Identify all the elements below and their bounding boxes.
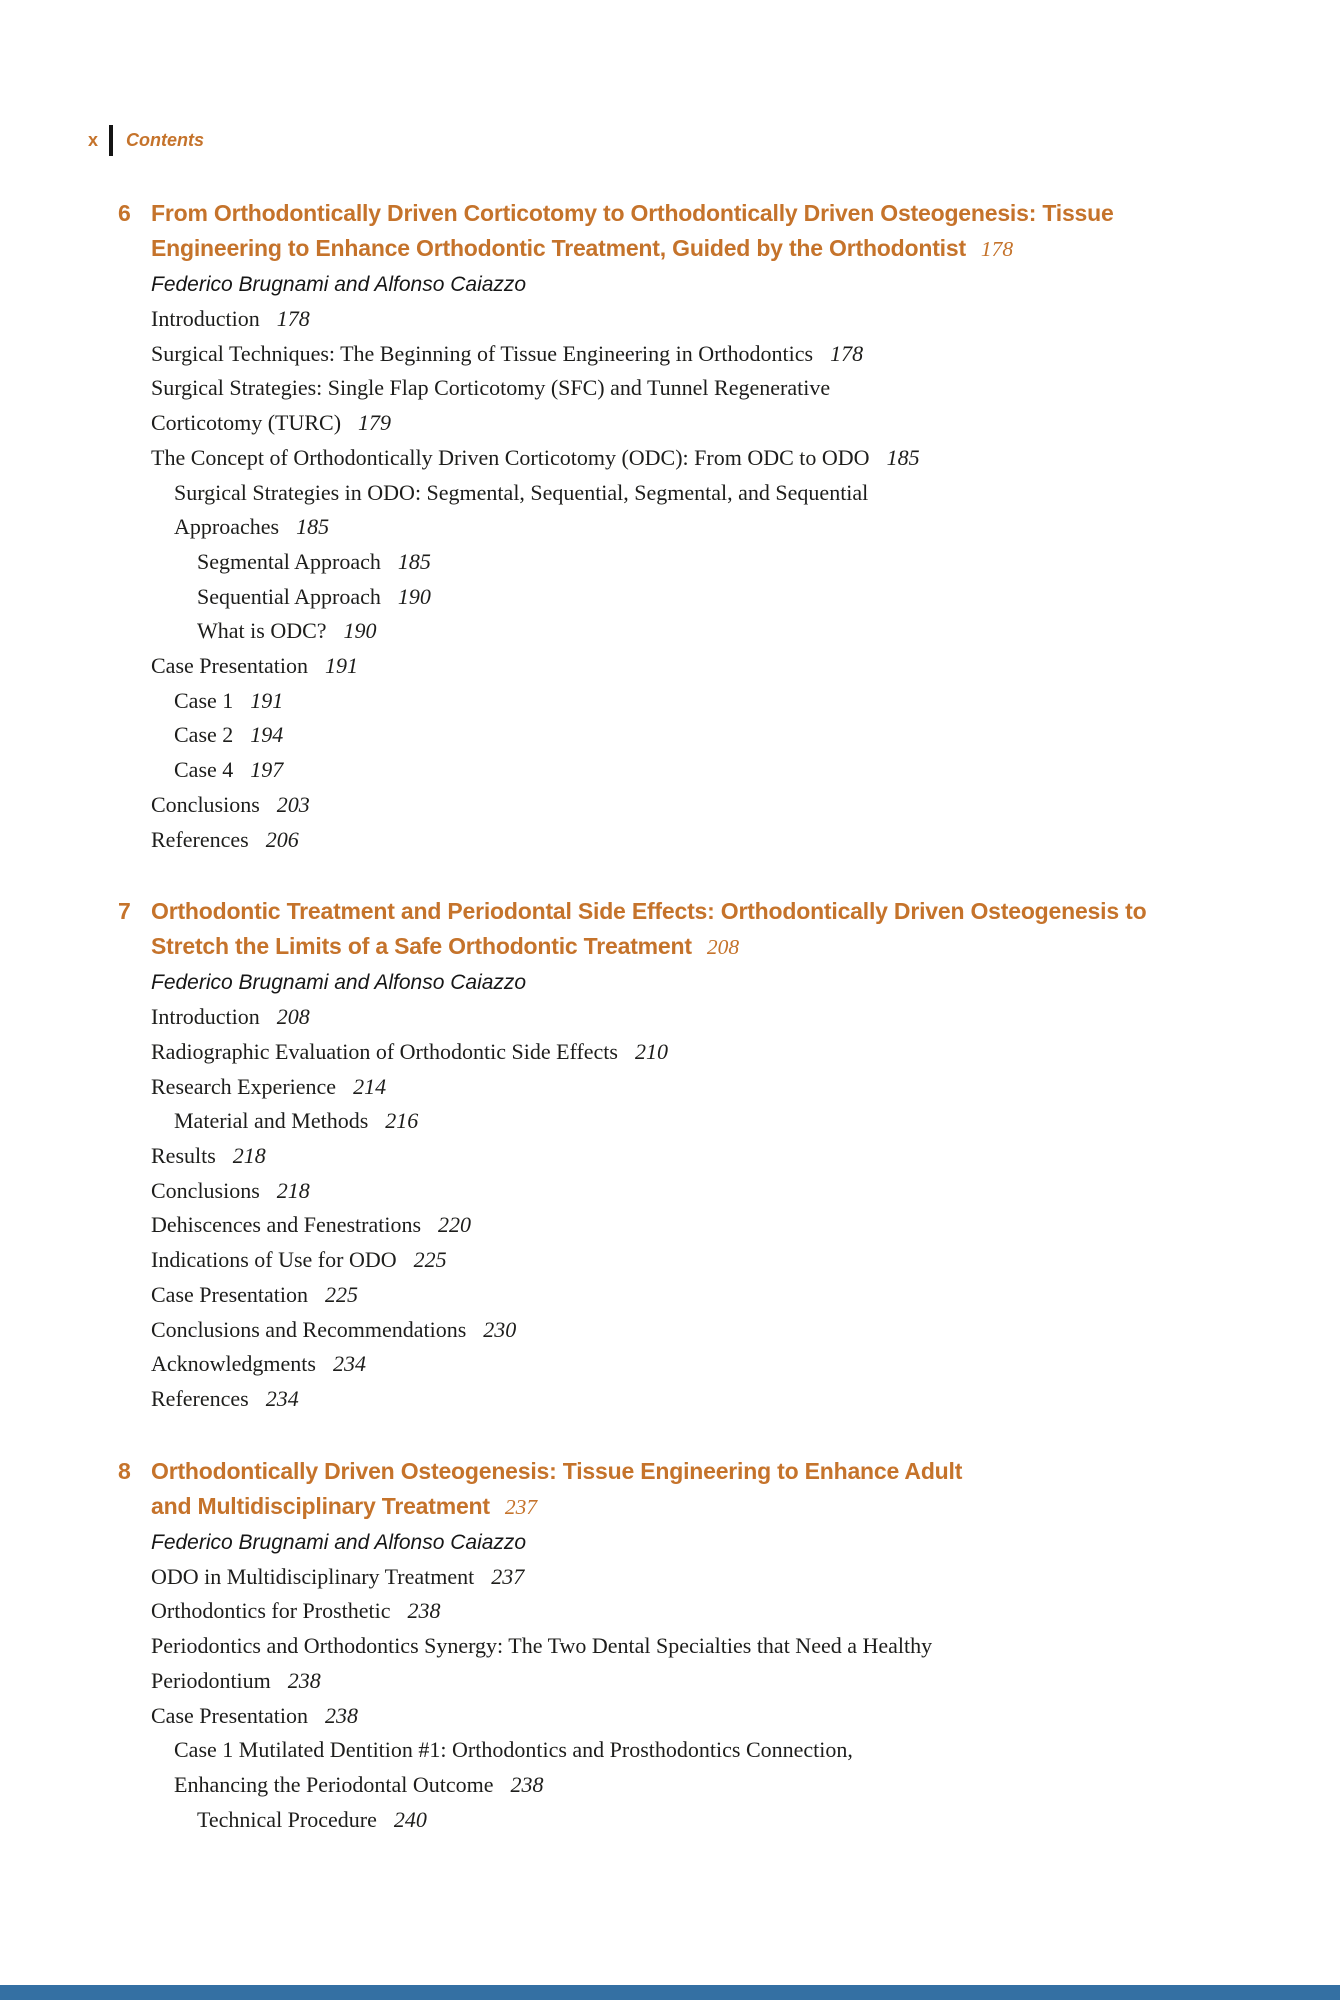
toc-entry — [151, 1768, 1288, 1803]
chapter-block — [118, 1454, 1288, 1838]
toc-entry-page: 178 — [276, 306, 310, 331]
toc-entry-page: 238 — [510, 1771, 544, 1797]
chapter-title-line: Engineering to Enhance Orthodontic Treatment, Guided by the Orthodontist — [151, 235, 966, 261]
chapter-page-number: 237 — [504, 1494, 538, 1519]
toc-entry-text: What is ODC? — [197, 618, 327, 644]
toc-entry-text: Periodontics and Orthodontics Synergy: The Two Dental Specialties that Need a Healthy — [151, 1633, 933, 1659]
chapter-title-line: From Orthodontically Driven Corticotomy to Orthodontically Driven Osteogenesis: Tissue — [151, 200, 1114, 226]
chapter-title-line: Orthodontic Treatment and Periodontal Side Effects: Orthodontically Driven Osteogenesis to — [151, 898, 1147, 925]
toc-entry-page: 194 — [250, 722, 284, 748]
toc-entry — [151, 1560, 1288, 1595]
toc-entry-text: Indications of Use for ODO — [151, 1247, 397, 1273]
toc-entry-page: 237 — [491, 1563, 525, 1589]
chapter-title — [151, 196, 1114, 267]
toc-entry — [151, 1382, 1288, 1417]
chapter-number: 7 — [118, 898, 131, 925]
toc-entry — [151, 1278, 1288, 1313]
toc-entry-page: 197 — [250, 757, 284, 783]
toc-entry-text: Sequential Approach — [197, 583, 381, 609]
toc-entry — [151, 545, 1288, 580]
toc-entry — [151, 337, 1288, 372]
toc-entry — [151, 1000, 1288, 1035]
toc-entry-page: 218 — [232, 1143, 266, 1169]
chapter-block — [118, 196, 1288, 857]
toc-entry-text: Technical Procedure — [197, 1806, 377, 1832]
toc-entry-page: 190 — [343, 618, 377, 644]
page-header — [88, 124, 204, 156]
toc-entry — [151, 753, 1288, 788]
chapter-heading — [118, 196, 1288, 267]
toc-entry — [151, 1629, 1288, 1664]
toc-entry — [151, 1035, 1288, 1070]
toc-entry — [151, 1070, 1288, 1105]
toc-entry-text: ODO in Multidisciplinary Treatment — [151, 1563, 475, 1589]
toc-entry-page: 218 — [276, 1177, 310, 1203]
toc-entry-text: Approaches — [174, 514, 280, 540]
toc-entry — [151, 1733, 1288, 1768]
toc-entry-text: Acknowledgments — [151, 1351, 316, 1377]
footer-bar — [0, 1985, 1340, 2000]
toc-entry — [151, 510, 1288, 545]
toc-entry — [151, 649, 1288, 684]
toc-entry-text: Introduction — [151, 1004, 260, 1030]
toc-entry-page: 240 — [393, 1806, 427, 1832]
toc-entry — [151, 1594, 1288, 1629]
chapter-authors: Federico Brugnami and Alfonso Caiazzo — [151, 1530, 527, 1554]
toc-entry-text: Case Presentation — [151, 1281, 309, 1307]
toc-entry-page: 238 — [325, 1702, 359, 1728]
toc-entry-text: Corticotomy (TURC) — [151, 410, 342, 436]
toc-entry-page: 214 — [353, 1073, 387, 1099]
chapter-page-number: 208 — [706, 935, 740, 960]
running-head-title: Contents — [126, 129, 205, 150]
page-folio: x — [88, 130, 99, 150]
toc-entry-page: 190 — [397, 583, 431, 609]
chapter-title — [151, 894, 1146, 965]
toc-entry-text: Case 2 — [174, 722, 234, 748]
toc-entry-text: Surgical Strategies: Single Flap Corticotomy (SFC) and Tunnel Regenerative — [151, 375, 831, 401]
chapter-page-number: 178 — [980, 237, 1014, 261]
toc-entry-text: Periodontium — [151, 1667, 271, 1693]
toc-entry-text: Case Presentation — [151, 1702, 309, 1728]
toc-entry-page: 208 — [276, 1004, 310, 1030]
chapter-title-line: Orthodontically Driven Osteogenesis: Tissue Engineering to Enhance Adult — [151, 1457, 963, 1484]
toc-entry — [151, 1104, 1288, 1139]
toc-entry-text: Case 4 — [174, 757, 234, 783]
chapter-title-line: and Multidisciplinary Treatment — [151, 1492, 490, 1519]
toc-entry-text: Conclusions — [151, 791, 260, 817]
toc-entry-text: Surgical Techniques: The Beginning of Tissue Engineering in Orthodontics — [151, 340, 814, 366]
toc-entry — [151, 1174, 1288, 1209]
toc-entry-text: Conclusions — [151, 1177, 260, 1203]
toc-entry — [151, 406, 1288, 441]
toc-entry-page: 234 — [265, 1385, 299, 1411]
chapter-heading — [118, 1454, 1288, 1525]
toc-entry — [151, 788, 1288, 823]
toc-entry — [151, 614, 1288, 649]
toc-entry — [151, 441, 1288, 476]
toc-entry-page: 234 — [332, 1351, 366, 1377]
toc-entry-page: 238 — [287, 1667, 321, 1693]
toc-entry — [151, 371, 1288, 406]
toc-entry-page: 178 — [830, 340, 864, 366]
chapter-title-line: Stretch the Limits of a Safe Orthodontic Treatment — [151, 933, 692, 960]
toc-entry — [151, 1699, 1288, 1734]
toc-entry-text: References — [151, 826, 249, 852]
toc-entry-page: 230 — [483, 1316, 517, 1342]
toc-entry-page: 206 — [265, 826, 299, 852]
toc-entry — [151, 1139, 1288, 1174]
toc-entry — [151, 302, 1288, 337]
toc-entry-text: Case Presentation — [151, 653, 309, 679]
toc-entry — [151, 823, 1288, 858]
toc-entry-text: Radiographic Evaluation of Orthodontic Side Effects — [151, 1038, 618, 1064]
toc-entry — [151, 1208, 1288, 1243]
toc-entry — [151, 718, 1288, 753]
toc-entry-page: 185 — [296, 514, 330, 540]
toc-entry-text: Enhancing the Periodontal Outcome — [174, 1771, 494, 1797]
toc-entry-text: Case 1 — [174, 687, 234, 713]
header-divider — [109, 125, 113, 156]
chapter-number: 6 — [118, 200, 131, 226]
toc-entry-text: References — [151, 1385, 249, 1411]
toc-entry — [151, 580, 1288, 615]
toc-entry-text: Orthodontics for Prosthetic — [151, 1598, 391, 1624]
toc-entry — [151, 1803, 1288, 1838]
toc-entry — [151, 1664, 1288, 1699]
toc-entry-page: 216 — [385, 1108, 419, 1134]
toc-entry — [151, 1313, 1288, 1348]
toc-entry-text: Surgical Strategies in ODO: Segmental, Sequential, Segmental, and Sequential — [174, 479, 869, 505]
chapter-entries — [118, 1560, 1288, 1838]
toc-entry-page: 179 — [358, 410, 392, 436]
toc-entry-page: 210 — [634, 1038, 668, 1064]
chapter-authors: Federico Brugnami and Alfonso Caiazzo — [151, 273, 527, 296]
chapter-authors: Federico Brugnami and Alfonso Caiazzo — [151, 971, 527, 995]
toc-entry-text: Research Experience — [151, 1073, 337, 1099]
toc-entry-text: Conclusions and Recommendations — [151, 1316, 467, 1342]
chapter-heading — [118, 894, 1288, 965]
toc-entry-text: Case 1 Mutilated Dentition #1: Orthodontics and Prosthodontics Connection, — [174, 1737, 853, 1763]
chapter-entries — [118, 1000, 1288, 1416]
table-of-contents — [118, 196, 1288, 1837]
toc-entry — [151, 1347, 1288, 1382]
toc-entry — [151, 684, 1288, 719]
toc-entry-page: 225 — [413, 1247, 447, 1273]
toc-entry-text: Dehiscences and Fenestrations — [151, 1212, 422, 1238]
toc-entry-page: 225 — [325, 1281, 359, 1307]
toc-entry-page: 220 — [438, 1212, 472, 1238]
toc-entry — [151, 1243, 1288, 1278]
toc-entry — [151, 476, 1288, 511]
toc-entry-text: Introduction — [151, 306, 260, 331]
chapter-entries — [118, 302, 1288, 857]
chapter-block — [118, 894, 1288, 1416]
toc-entry-page: 203 — [276, 791, 310, 817]
toc-entry-text: Results — [151, 1143, 216, 1169]
toc-entry-page: 185 — [886, 444, 920, 470]
toc-entry-page: 191 — [250, 687, 284, 713]
toc-entry-text: Segmental Approach — [197, 548, 381, 574]
chapter-number: 8 — [118, 1457, 131, 1484]
toc-entry-page: 191 — [325, 653, 359, 679]
toc-entry-page: 185 — [397, 548, 431, 574]
toc-entry-page: 238 — [407, 1598, 441, 1624]
toc-entry-text: Material and Methods — [174, 1108, 369, 1134]
chapter-title — [151, 1454, 962, 1525]
toc-entry-text: The Concept of Orthodontically Driven Corticotomy (ODC): From ODC to ODO — [151, 444, 870, 470]
